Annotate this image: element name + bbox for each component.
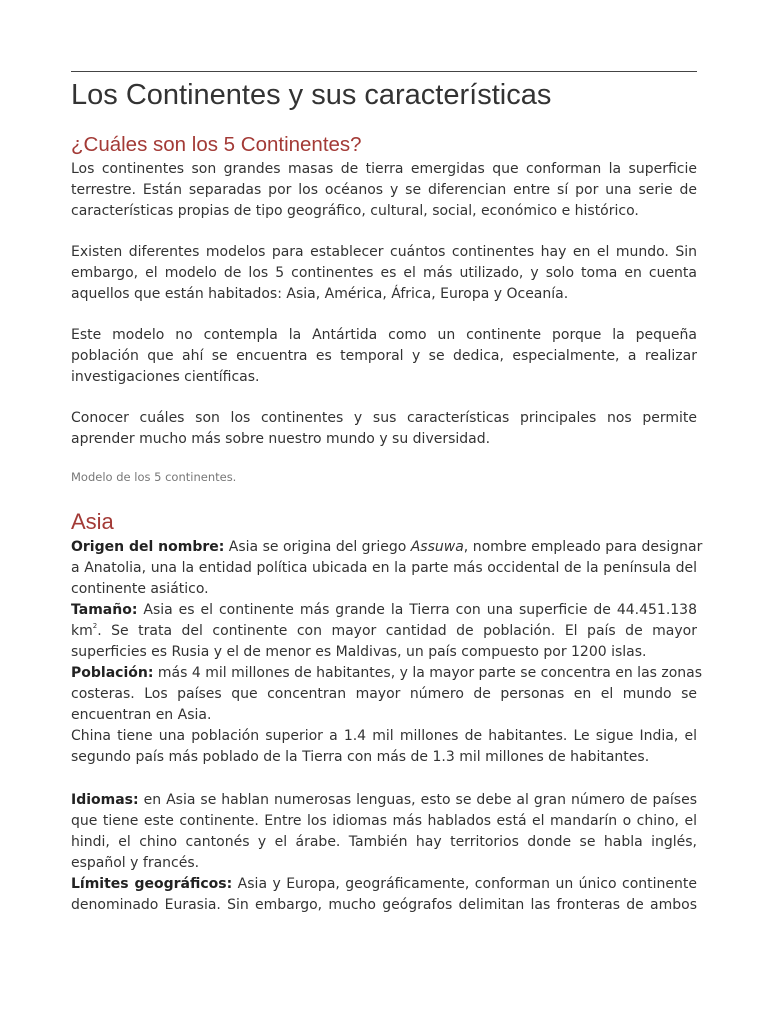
- paragraph-line: embargo, el modelo de los 5 continentes es el más utilizado, y solo toma en cuenta: [71, 265, 697, 281]
- languages-line: [71, 790, 697, 811]
- origin-text: , nombre empleado para designar: [463, 539, 703, 555]
- languages-text: en Asia se hablan numerosas lenguas, esto se debe al gran número de países: [138, 792, 697, 808]
- image-caption: Modelo de los 5 continentes.: [71, 470, 237, 484]
- asia-details-continued: [71, 790, 697, 916]
- paragraph-line: aquellos que están habitados: Asia, América, África, Europa y Oceanía.: [71, 286, 569, 302]
- paragraph-line: hindi, el chino cantonés y el árabe. También hay territorios donde se habla inglés,: [71, 834, 697, 850]
- paragraph-line: terrestre. Están separadas por los océanos y se diferencian entre sí por una serie de: [71, 182, 697, 198]
- languages-label: Idiomas:: [71, 792, 139, 808]
- paragraph-definition: [71, 159, 697, 222]
- paragraph-line: Los continentes son grandes masas de tierra emergidas que conforman la superficie: [71, 161, 697, 177]
- paragraph-line: costeras. Los países que concentran mayor número de personas en el mundo se: [71, 686, 697, 702]
- size-line-2: [71, 621, 697, 642]
- size-text: . Se trata del continente con mayor cantidad de población. El país de mayor: [97, 623, 697, 639]
- section-heading-continents: ¿Cuáles son los 5 Continentes?: [71, 133, 362, 156]
- paragraph-line: continente asiático.: [71, 581, 209, 597]
- top-divider: [71, 71, 697, 72]
- origin-line: [71, 537, 703, 558]
- paragraph-diversity: [71, 408, 697, 450]
- origin-label: Origen del nombre:: [71, 539, 225, 555]
- paragraph-line: aprender mucho más sobre nuestro mundo y su diversidad.: [71, 431, 491, 447]
- origin-text: Asia se origina del griego: [224, 539, 411, 555]
- paragraph-line: China tiene una población superior a 1.4 mil millones de habitantes. Le sigue India, el: [71, 728, 697, 744]
- paragraph-line: superficies es Rusia y el de menor es Maldivas, un país compuesto por 1200 islas.: [71, 644, 647, 660]
- boundaries-text: Asia y Europa, geográficamente, conforman un único continente: [232, 876, 697, 892]
- population-text: más 4 mil millones de habitantes, y la mayor parte se concentra en las zonas: [153, 665, 703, 681]
- page-title: Los Continentes y sus características: [71, 79, 552, 111]
- paragraph-line: Existen diferentes modelos para establecer cuántos continentes hay en el mundo. Sin: [71, 244, 697, 260]
- paragraph-line: que tiene este continente. Entre los idiomas más hablados está el mandarín o chino, el: [71, 813, 697, 829]
- paragraph-line: a Anatolia, una la entidad política ubicada en la parte más occidental de la península del: [71, 560, 697, 576]
- boundaries-line: [71, 874, 697, 895]
- boundaries-label: Límites geográficos:: [71, 876, 233, 892]
- population-label: Población:: [71, 665, 154, 681]
- paragraph-line: Este modelo no contempla la Antártida como un continente porque la pequeña: [71, 327, 697, 343]
- paragraph-antarctica: [71, 325, 697, 388]
- area-unit: km: [71, 623, 93, 639]
- paragraph-line: investigaciones científicas.: [71, 369, 260, 385]
- population-line: [71, 663, 703, 684]
- size-line: [71, 600, 697, 621]
- size-text: Asia es el continente más grande la Tierra con una superficie de 44.451.138: [137, 602, 697, 618]
- paragraph-models: [71, 242, 697, 305]
- origin-term: Assuwa: [410, 539, 464, 555]
- size-label: Tamaño:: [71, 602, 138, 618]
- paragraph-line: Conocer cuáles son los continentes y sus características principales nos permite: [71, 410, 697, 426]
- paragraph-line: características propias de tipo geográfico, cultural, social, económico e histórico.: [71, 203, 639, 219]
- paragraph-line: español y francés.: [71, 855, 200, 871]
- asia-details: [71, 537, 703, 768]
- paragraph-line: población que ahí se encuentra es temporal y se dedica, especialmente, a realizar: [71, 348, 697, 364]
- paragraph-line: denominado Eurasia. Sin embargo, mucho geógrafos delimitan las fronteras de ambos: [71, 897, 697, 913]
- paragraph-line: encuentran en Asia.: [71, 707, 212, 723]
- area-unit-exponent: 2: [92, 622, 98, 630]
- paragraph-line: segundo país más poblado de la Tierra con más de 1.3 mil millones de habitantes.: [71, 749, 650, 765]
- section-heading-asia: Asia: [71, 509, 114, 534]
